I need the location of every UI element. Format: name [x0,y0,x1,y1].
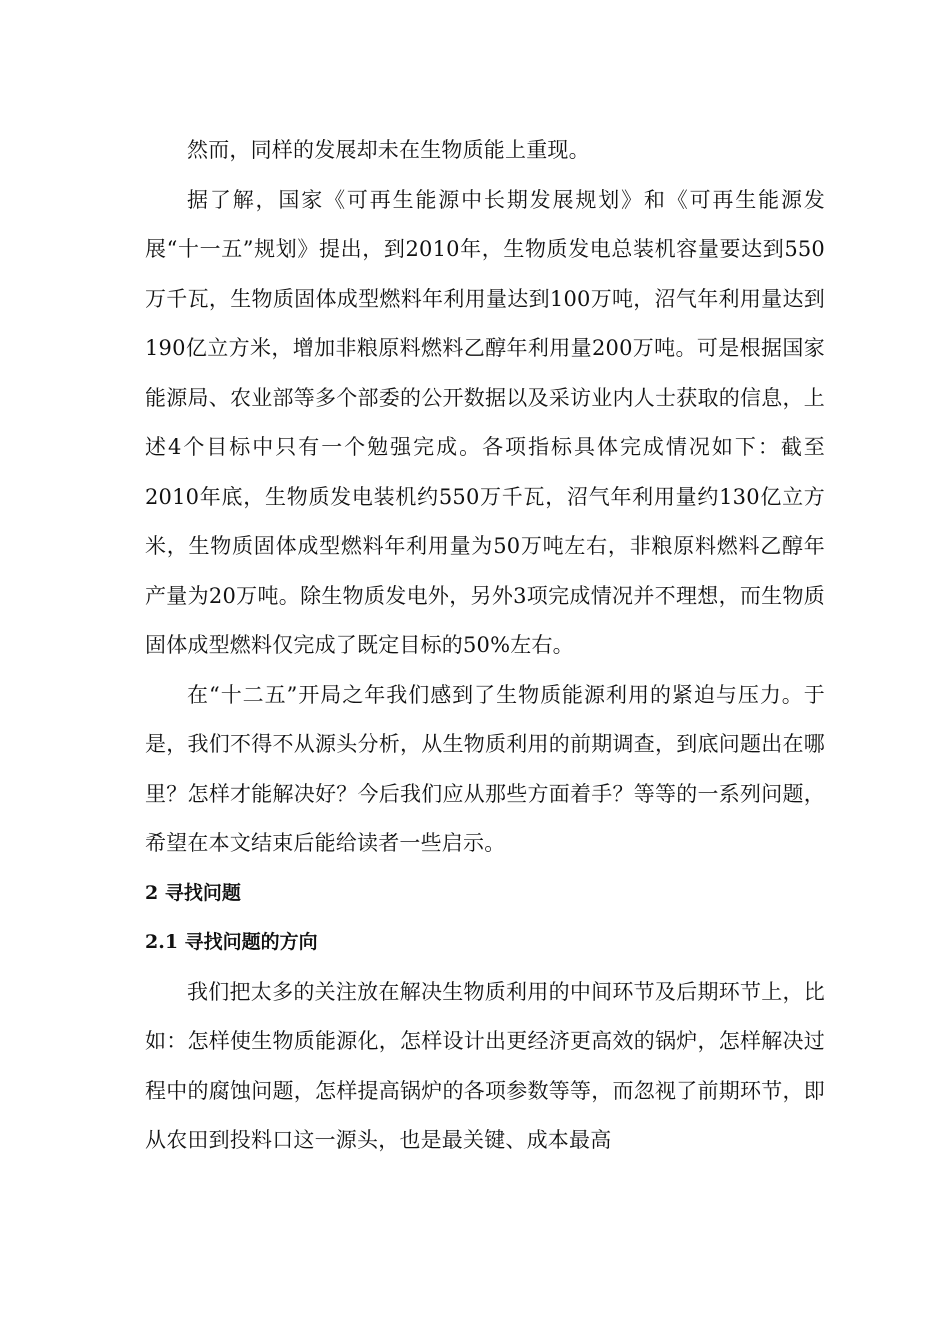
paragraph-direction: 我们把太多的关注放在解决生物质利用的中间环节及后期环节上，比如：怎样使生物质能源化，怎样设计出更经济更高效的锅炉，怎样解决过程中的腐蚀问题，怎样提高锅炉的各项参数等等，而忽视了前期环节，即从农田到投料口这一源头，也是最关键、成本最高 [145,979,825,1152]
document-body [145,126,825,1166]
paragraph-targets: 据了解，国家《可再生能源中长期发展规划》和《可再生能源发展“十一五”规划》提出，到2010年，生物质发电总装机容量要达到550万千瓦，生物质固体成型燃料年利用量达到100万吨，沼气年利用量达到190亿立方米，增加非粮原料燃料乙醇年利用量200万吨。可是根据国家能源局、农业部等多个部委的公开数据以及采访业内人士获取的信息，上述4个目标中只有一个勉强完成。各项指标具体完成情况如下：截至2010年底，生物质发电装机约550万千瓦，沼气年利用量约130亿立方米，生物质固体成型燃料年利用量为50万吨左右，非粮原料燃料乙醇年产量为20万吨。除生物质发电外，另外3项完成情况并不理想，而生物质固体成型燃料仅完成了既定目标的50%左右。 [145,187,825,657]
section-heading: 2 寻找问题 [145,881,241,904]
subsection-heading: 2.1 寻找问题的方向 [145,931,318,953]
paragraph-intro: 然而，同样的发展却未在生物质能上重现。 [187,138,590,162]
paragraph-pressure: 在“十二五”开局之年我们感到了生物质能源利用的紧迫与压力。于是，我们不得不从源头分析，从生物质利用的前期调查，到底问题出在哪里？怎样才能解决好？今后我们应从那些方面着手？等等的一系列问题，希望在本文结束后能给读者一些启示。 [145,682,825,855]
